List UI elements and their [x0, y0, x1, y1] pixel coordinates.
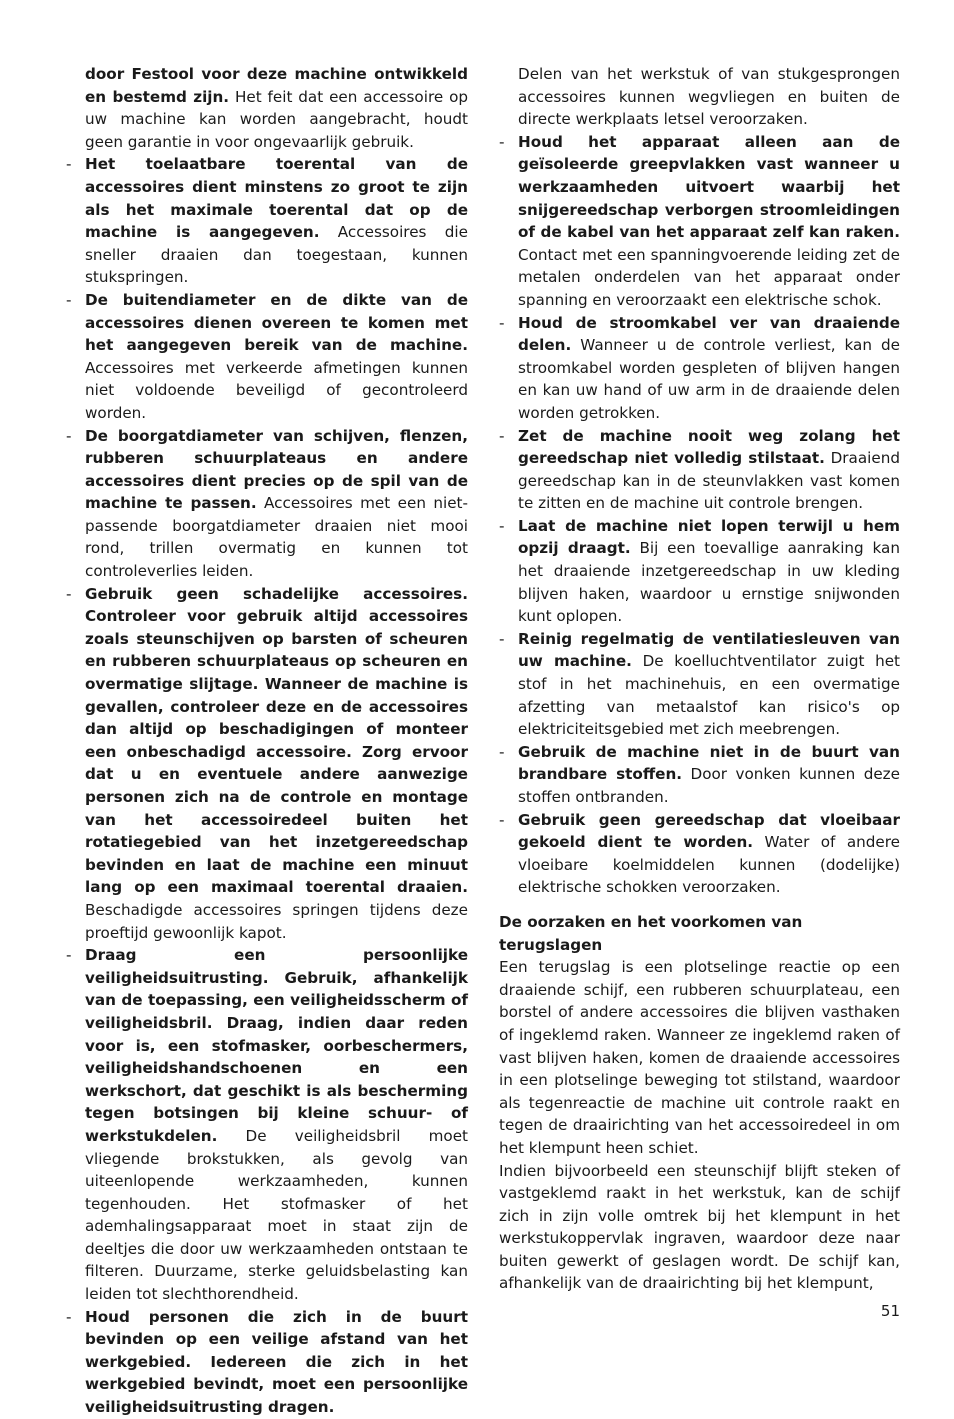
- item-text: Accessoires met een niet-passende boorgatdiameter draaien niet mooi rond, trillen overmatig en kunnen tot controleverlies leiden.: [85, 494, 468, 581]
- item-text: Beschadigde accessoires springen tijdens deze proeftijd gewoonlijk kapot.: [85, 900, 468, 942]
- item-bold: Het toelaatbare toerental van de accessoires dient minstens zo groot te zijn als het maximale toerental dat op de machine is aangegeven.: [85, 155, 468, 242]
- dash-bullet: -: [66, 946, 72, 965]
- continuation-paragraph: Delen van het werkstuk of van stukgesprongen accessoires kunnen wegvliegen en buiten de directe werkplaats letsel veroorzaken.: [518, 65, 900, 129]
- section-spacer: [499, 899, 900, 911]
- page-number: 51: [880, 1302, 900, 1320]
- item-text: Wanneer u de controle verliest, kan de stroomkabel worden gespleten of blijven hangen en kan uw hand of uw arm in de draaiende delen worden getrokken.: [518, 336, 900, 422]
- list-item: [499, 809, 900, 899]
- item-text: Accessoires die sneller draaien dan toegestaan, kunnen stukspringen.: [85, 223, 468, 287]
- item-bold: Gebruik geen schadelijke accessoires. Controleer voor gebruik altijd accessoires zoals steunschijven op barsten of scheuren en rubberen schuurplateaus op scheuren en overmatige slijtage. Wanneer de machine is gevallen, controleer deze en de accessoires dan altijd op beschadigingen of monteer een onbeschadigd accessoire. Zorg ervoor dat u en eventuele andere aanwezige personen zich na de controle en montage van het accessoiredeel buiten het rotatiegebied van het inzetgereedschap bevinden en laat de machine een minuut lang op een maximaal toerental draaien.: [85, 584, 468, 897]
- list-item: [66, 153, 468, 289]
- dash-bullet: -: [499, 629, 505, 648]
- list-item: [66, 425, 468, 583]
- item-bold: Houd het apparaat alleen aan de geïsoleerde greepvlakken vast wanneer u werkzaamheden uitvoert waarbij het snijgereedschap verborgen stroomleidingen of de kabel van het apparaat zelf kan raken.: [518, 132, 900, 242]
- list-item: [499, 515, 900, 628]
- item-bold: Zet de machine nooit weg zolang het gereedschap niet volledig stilstaat.: [518, 426, 900, 468]
- item-text: De veiligheidsbril moet vliegende brokstukken, als gevolg van uiteenlopende werkzaamheden, kunnen tegenhouden. Het stofmasker of het ademhalingsapparaat moet in staat zijn de deeltjes die door uw werkzaamheden ontstaan te filteren. Duurzame, sterke geluidsbelasting kan leiden tot slechthorendheid.: [85, 1126, 468, 1304]
- dash-bullet: -: [66, 426, 72, 445]
- dash-bullet: -: [499, 132, 505, 151]
- dash-bullet: -: [66, 155, 72, 174]
- item-bold: De boorgatdiameter van schijven, flenzen, rubberen schuurplateaus en andere accessoires dient precies op de spil van de machine te passen.: [85, 426, 468, 513]
- item-text: Draaiend gereedschap kan in de steunvlakken vast komen te zitten en de machine uit controle brengen.: [518, 449, 900, 513]
- section-heading: De oorzaken en het voorkomen van terugslagen: [499, 912, 803, 954]
- dash-bullet: -: [499, 313, 505, 332]
- item-text: De koelluchtventilator zuigt het stof in het machinehuis, en een overmatige afzetting van metaalstof kan risico's op elektriciteitsgebied met zich meebrengen.: [518, 652, 900, 739]
- list-item: [66, 1306, 468, 1419]
- intro-text: Het feit dat een accessoire op uw machine kan worden aangebracht, houdt geen garantie in voor ongevaarlijk gebruik.: [85, 87, 469, 151]
- list-item: [66, 289, 468, 425]
- item-text: Door vonken kunnen deze stoffen ontbranden.: [518, 765, 900, 806]
- list-item: [499, 425, 900, 515]
- item-bold: De buitendiameter en de dikte van de accessoires dienen overeen te komen met het aangegeven bereik van de machine.: [85, 290, 468, 355]
- item-bold: Laat de machine niet lopen terwijl u hem opzij draagt.: [518, 516, 900, 558]
- item-bold: Houd de stroomkabel ver van draaiende delen.: [518, 313, 900, 355]
- list-item: [499, 312, 900, 425]
- left-column: [66, 63, 468, 1419]
- list-item: [66, 944, 468, 1306]
- list-item: [499, 741, 900, 809]
- right-column: [499, 63, 900, 1295]
- dash-bullet: -: [66, 1307, 72, 1326]
- dash-bullet: -: [499, 426, 505, 445]
- item-text: Water of andere vloeibare koelmiddelen kunnen (dodelijke) elektrische schokken veroorzaken.: [518, 833, 900, 897]
- item-bold: Gebruik geen gereedschap dat vloeibaar gekoeld dient te worden.: [518, 810, 900, 852]
- dash-bullet: -: [499, 810, 505, 829]
- item-bold: Houd personen die zich in de buurt bevinden op een veilige afstand van het werkgebied. Iedereen die zich in het werkgebied bevindt, moet een persoonlijke veiligheidsuitrusting dragen.: [85, 1307, 468, 1417]
- dash-bullet: -: [66, 290, 72, 309]
- item-bold: Reinig regelmatig de ventilatiesleuven van uw machine.: [518, 629, 900, 671]
- dash-bullet: -: [499, 742, 505, 761]
- item-bold: Gebruik de machine niet in de buurt van brandbare stoffen.: [518, 742, 900, 784]
- intro-paragraph: [66, 63, 468, 153]
- intro-bold: door Festool voor deze machine ontwikkeld en bestemd zijn.: [85, 65, 468, 106]
- item-text: Accessoires met verkeerde afmetingen kunnen niet voldoende beveiligd of gecontroleerd worden.: [85, 358, 468, 422]
- list-item: [499, 628, 900, 741]
- item-text: Bij een toevallige aanraking kan het draaiende inzetgereedschap in uw kleding blijven haken, waardoor u ernstige snijwonden kunt oplopen.: [518, 539, 900, 626]
- dash-bullet: -: [499, 516, 505, 535]
- item-bold: Draag een persoonlijke veiligheidsuitrusting. Gebruik, afhankelijk van de toepassing, een veiligheidsscherm of veiligheidsbril. Draag, indien daar reden voor is, een stofmasker, oorbeschermers, veiligheidshandschoenen en een werkschort, dat geschikt is als bescherming tegen botsingen bij kleine schuur- of werkstukdelen.: [85, 946, 468, 1145]
- list-item: [66, 583, 468, 945]
- dash-bullet: -: [66, 584, 72, 603]
- section-paragraph: Een terugslag is een plotselinge reactie op een draaiende schijf, een rubberen schuurplateau, een borstel of andere accessoires die blijven vasthaken of ingeklemd raken. Wanneer ze ingeklemd raken of vast blijven haken, komen de draaiende accessoires in een plotselinge beweging tot stilstand, waardoor als tegenreactie de machine uit controle raakt en tegen de draairichting van het accessoiredeel in om het klempunt heen schiet.: [499, 958, 900, 1157]
- section-paragraph: Indien bijvoorbeeld een steunschijf blijft steken of vastgeklemd raakt in het werkstuk, kan de schijf zich in zijn volle omtrek bij het klempunt in het werkstukoppervlak ingraven, waardoor deze naar buiten gewerkt of geslagen wordt. De schijf kan, afhankelijk van de draairichting bij het klempunt,: [499, 1161, 900, 1293]
- list-item: [499, 131, 900, 312]
- item-text: Contact met een spanningvoerende leiding zet de metalen onderdelen van het apparaat onder spanning en veroorzaakt een elektrische schok.: [518, 245, 900, 309]
